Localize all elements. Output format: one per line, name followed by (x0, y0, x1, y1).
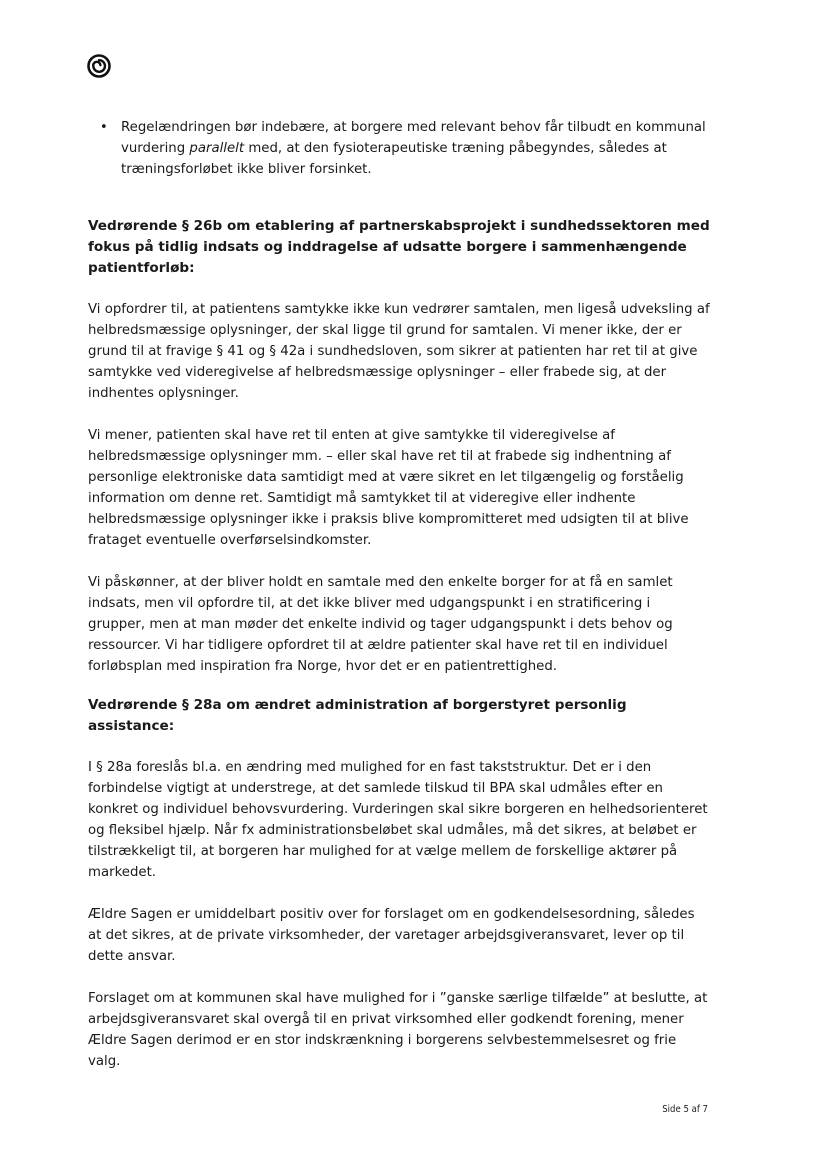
bullet-text-before: Regelændringen bør indebære, at borgere med relevant behov får tilbudt en kommunal vurdering (121, 120, 706, 156)
paragraph: Vi påskønner, at der bliver holdt en samtale med den enkelte borger for at få en samlet indsats, men vil opfordre til, at det ikke bliver med udgangspunkt i en stratificering i grupper, men at man møder det enkelte individ og tager udgangspunkt i dets behov og ressourcer. Vi har tidligere opfordret til at ældre patienter skal have ret til en individuel forløbsplan med inspiration fra Norge, hvor det er en patientrettighed. (88, 575, 673, 674)
section-heading-26b: Vedrørende § 26b om etablering af partnerskabsprojekt i sundhedssektoren med fokus på tidlig indsats og inddragelse af udsatte borgere i sammenhængende patientforløb: (88, 218, 710, 276)
paragraph: Forslaget om at kommunen skal have mulighed for i ”ganske særlige tilfælde” at beslutte, at arbejdsgiveransvaret skal overgå til en privat virksomhed eller godkendt forening, mener Ældre Sagen derimod er en stor indskrænkning i borgerens selvbestemmelsesret og frie valg. (88, 991, 708, 1069)
bullet-icon: • (100, 120, 108, 135)
bullet-text-after: med, at den fysioterapeutiske træning påbegyndes, således at træningsforløbet ikke bliver forsinket. (121, 141, 667, 177)
bullet-list (88, 117, 710, 180)
paragraph: Vi mener, patienten skal have ret til enten at give samtykke til videregivelse af helbredsmæssige oplysninger mm. – eller skal have ret til at frabede sig indhentning af personlige elektroniske data samtidigt med at være sikret en let tilgængelig og forståelig information om denne ret. Samtidigt må samtykket til at videregive eller indhente helbredsmæssige oplysninger ikke i praksis blive kompromitteret med udsigten til at blive frataget eventuelle overførselsindkomster. (88, 428, 689, 548)
swirl-logo-icon (87, 54, 111, 78)
page-number: Side 5 af 7 (662, 1104, 708, 1115)
list-item (88, 117, 710, 180)
document-body (88, 117, 710, 1093)
paragraph: I § 28a foreslås bl.a. en ændring med mulighed for en fast takststruktur. Det er i den forbindelse vigtigt at understrege, at det samlede tilskud til BPA skal udmåles efter en konkret og individuel behovsvurdering. Vurderingen skal sikre borgeren en helhedsorienteret og fleksibel hjælp. Når fx administrationsbeløbet skal udmåles, må det sikres, at beløbet er tilstrækkeligt til, at borgeren har mulighed for at vælge mellem de forskellige aktører på markedet. (88, 760, 708, 880)
paragraph: Vi opfordrer til, at patientens samtykke ikke kun vedrører samtalen, men ligeså udveksling af helbredsmæssige oplysninger, der skal ligge til grund for samtalen. Vi mener ikke, der er grund til at fravige § 41 og § 42a i sundhedsloven, som sikrer at patienten har ret til at give samtykke ved videregivelse af helbredsmæssige oplysninger – eller frabede sig, at der indhentes oplysninger. (88, 302, 710, 401)
paragraph: Ældre Sagen er umiddelbart positiv over for forslaget om en godkendelsesordning, således at det sikres, at de private virksomheder, der varetager arbejdsgiveransvaret, lever op til dette ansvar. (88, 907, 695, 964)
section-heading-28a: Vedrørende § 28a om ændret administration af borgerstyret personlig assistance: (88, 697, 627, 734)
bullet-emphasis: parallelt (189, 141, 245, 156)
